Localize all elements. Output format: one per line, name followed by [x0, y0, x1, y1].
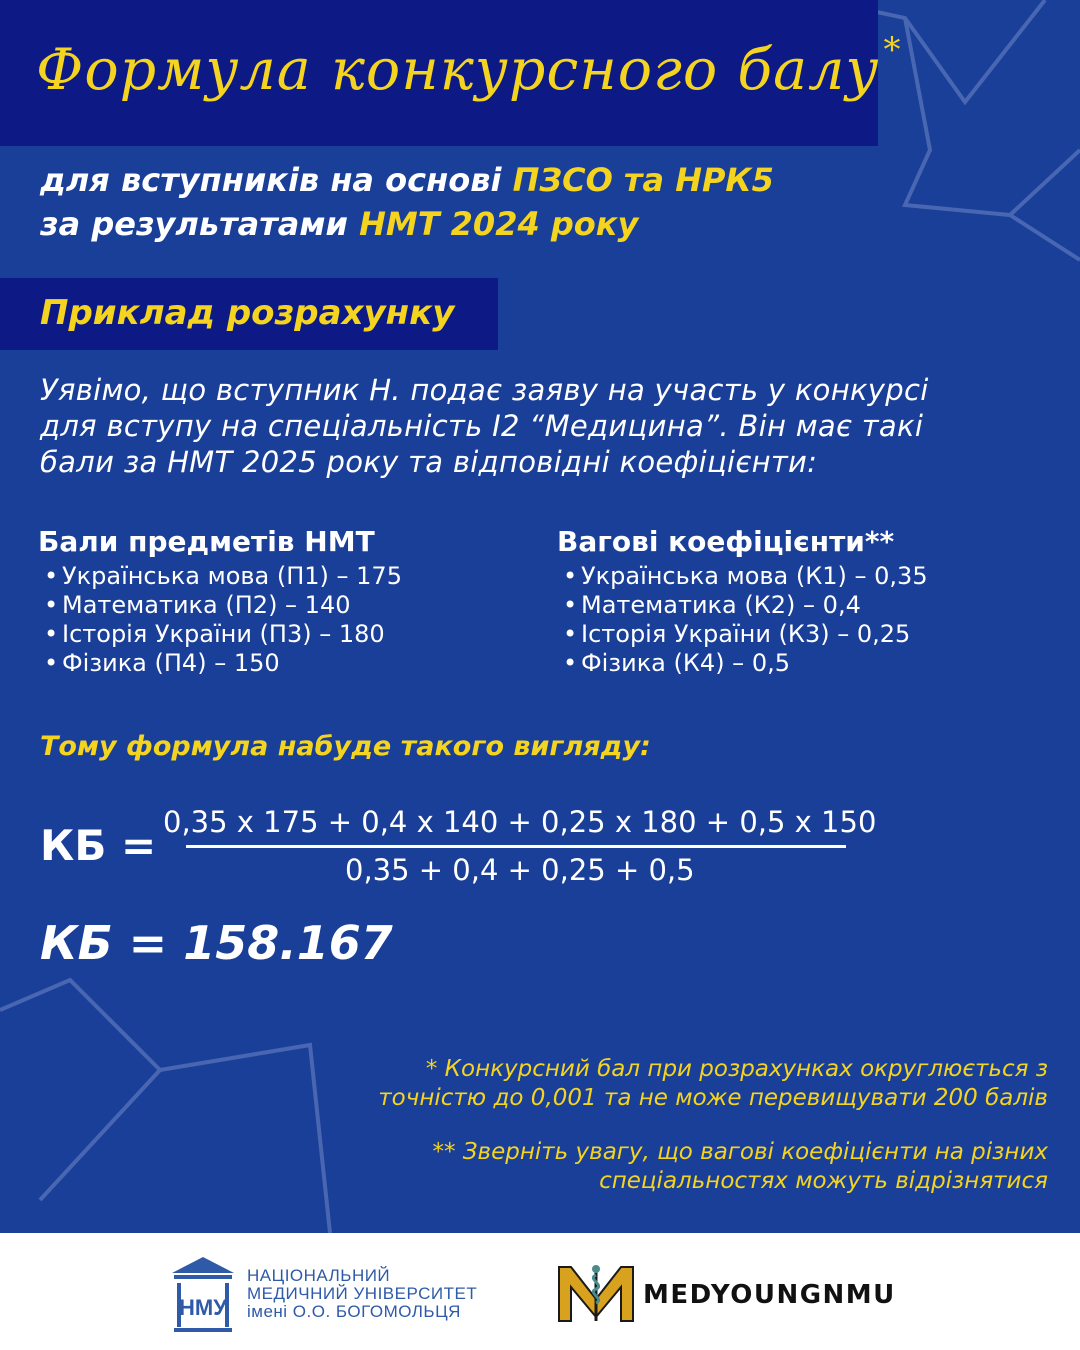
nmu-name-line-2: МЕДИЧНИЙ УНІВЕРСИТЕТ: [247, 1284, 478, 1303]
nmu-building-logo-icon: [170, 1255, 236, 1333]
title-asterisk: *: [883, 30, 902, 70]
list-item: [38, 649, 402, 678]
footnote-2: [288, 1138, 1048, 1196]
title-text: Формула конкурсного балу: [36, 37, 880, 103]
footnote-1-line-1: * Конкурсний бал при розрахунках округлюється з: [425, 1056, 1048, 1082]
result-value: КБ = 158.167: [40, 916, 393, 970]
coefficients-heading: Вагові коефіцієнти**: [557, 525, 895, 558]
bullet-icon: •: [44, 649, 59, 677]
scores-column: [38, 524, 402, 678]
conclusion-text: Тому формула набуде такого вигляду:: [40, 731, 651, 762]
coefficient-item-2: Математика (К2) – 0,4: [581, 591, 861, 619]
list-item: [557, 649, 928, 678]
list-item: [38, 562, 402, 591]
coefficient-item-4: Фізика (К4) – 0,5: [581, 649, 790, 677]
list-item: [557, 591, 928, 620]
footnote-2-line-1: ** Зверніть увагу, що вагові коефіцієнти на різних: [432, 1139, 1048, 1165]
subtitle: [40, 158, 774, 246]
nmu-name: [247, 1267, 477, 1321]
score-item-4: Фізика (П4) – 150: [62, 649, 280, 677]
bullet-icon: •: [44, 562, 59, 590]
list-item: [557, 562, 928, 591]
intro-line-3: бали за НМТ 2025 року та відповідні коефіцієнти:: [40, 445, 818, 479]
coefficient-item-3: Історія України (К3) – 0,25: [581, 620, 911, 648]
subtitle-line-1-highlight: ПЗСО та НРК5: [512, 161, 774, 199]
medyoung-logo-icon: [557, 1263, 635, 1323]
nmu-name-line-3: імені О.О. БОГОМОЛЬЦЯ: [247, 1302, 461, 1321]
formula-lhs: КБ =: [40, 821, 157, 870]
coefficients-column: [557, 524, 928, 678]
bullet-icon: •: [44, 591, 59, 619]
fraction-line: [186, 845, 846, 848]
bullet-icon: •: [44, 620, 59, 648]
score-item-2: Математика (П2) – 140: [62, 591, 351, 619]
nmu-name-line-1: НАЦІОНАЛЬНИЙ: [247, 1266, 391, 1285]
footnote-1: [288, 1055, 1048, 1113]
bullet-icon: •: [563, 620, 578, 648]
list-item: [557, 620, 928, 649]
medyoung-brand: MEDYOUNGNMU: [643, 1280, 896, 1310]
score-item-1: Українська мова (П1) – 175: [62, 562, 402, 590]
scores-heading: Бали предметів НМТ: [38, 525, 375, 558]
formula-denominator: 0,35 + 0,4 + 0,25 + 0,5: [345, 853, 695, 887]
subtitle-line-2-text: за результатами: [40, 205, 360, 243]
footer: [0, 1233, 1080, 1350]
intro-line-2: для вступу на спеціальність I2 “Медицина”. Він має такі: [40, 409, 924, 443]
subtitle-line-2-highlight: НМТ 2024 року: [359, 205, 639, 243]
footnote-2-line-2: спеціальностях можуть відрізнятися: [599, 1168, 1048, 1194]
intro-paragraph: [40, 372, 1040, 480]
list-item: [38, 620, 402, 649]
bullet-icon: •: [563, 562, 578, 590]
example-label: Приклад розрахунку: [40, 293, 455, 333]
footnote-1-line-2: точністю до 0,001 та не може перевищувати 200 балів: [378, 1085, 1048, 1111]
bullet-icon: •: [563, 649, 578, 677]
scores-list: [38, 562, 402, 678]
bullet-icon: •: [563, 591, 578, 619]
list-item: [38, 591, 402, 620]
intro-line-1: Уявімо, що вступник Н. подає заяву на участь у конкурсі: [40, 373, 929, 407]
score-item-3: Історія України (П3) – 180: [62, 620, 385, 648]
page-title: [36, 30, 902, 103]
nmu-logo-letters: НМУ: [179, 1295, 227, 1320]
subtitle-line-2: [40, 202, 774, 246]
subtitle-line-1: [40, 158, 774, 202]
coefficients-list: [557, 562, 928, 678]
coefficient-item-1: Українська мова (К1) – 0,35: [581, 562, 928, 590]
formula-numerator: 0,35 х 175 + 0,4 х 140 + 0,25 х 180 + 0,5 х 150: [163, 805, 877, 839]
subtitle-line-1-text: для вступників на основі: [40, 161, 513, 199]
